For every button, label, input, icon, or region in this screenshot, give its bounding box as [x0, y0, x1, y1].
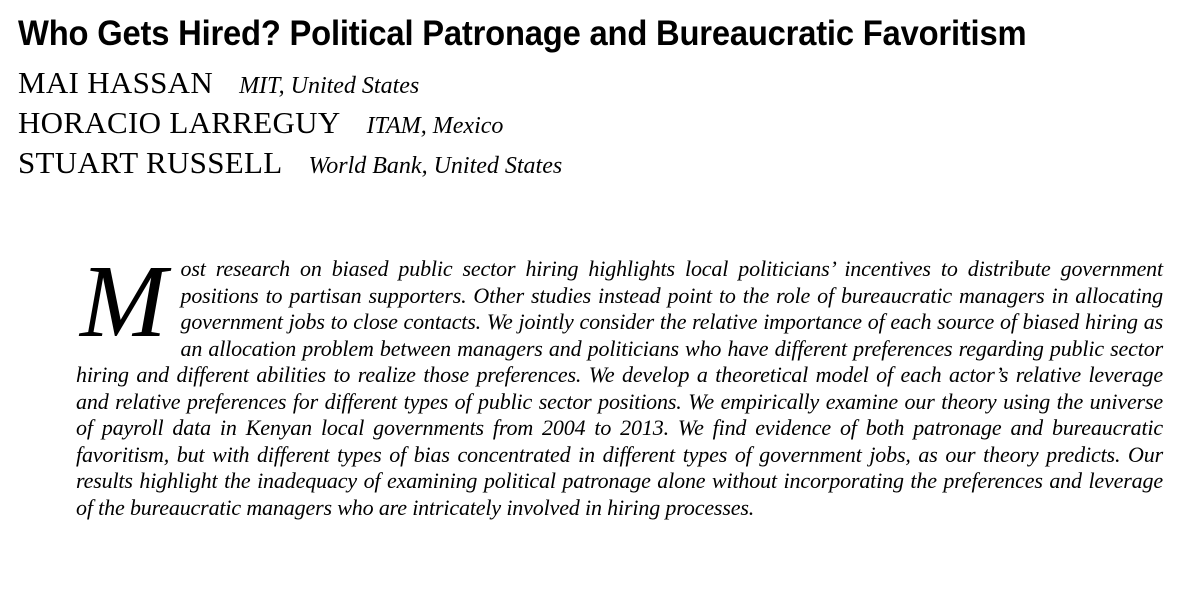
author-entry	[18, 63, 562, 103]
author-affiliation: MIT, United States	[239, 73, 420, 99]
author-entry	[18, 143, 562, 183]
author-affiliation: ITAM, Mexico	[366, 113, 504, 139]
author-name: HORACIO LARREGUY	[18, 105, 341, 140]
author-list	[18, 63, 562, 183]
abstract	[76, 244, 1163, 521]
author-entry	[18, 103, 562, 143]
paper-title: Who Gets Hired? Political Patronage and Bureaucratic Favoritism	[18, 14, 1027, 53]
abstract-text: ost research on biased public sector hiring highlights local politicians’ incentives to distribute government positions to partisan supporters. Other studies instead point to the role of bureaucratic managers in allocating government jobs to close contacts. We jointly consider the relative importance of each source of biased hiring as an allocation problem between managers and politicians who have different preferences regarding public sector hiring and different abilities to realize those preferences. We develop a theoretical model of each actor’s relative leverage and relative preferences for different types of public sector positions. We empirically examine our theory using the universe of payroll data in Kenyan local governments from 2004 to 2013. We find evidence of both patronage and bureaucratic favoritism, but with different types of bias concentrated in different types of government jobs, as our theory predicts. Our results highlight the inadequacy of examining political patronage alone without incorporating the preferences and leverage of the bureaucratic managers who are intricately involved in hiring processes.	[76, 256, 1163, 520]
abstract-dropcap: M	[80, 244, 167, 359]
author-affiliation: World Bank, United States	[308, 153, 563, 179]
author-name: STUART RUSSELL	[18, 145, 283, 180]
author-name: MAI HASSAN	[18, 65, 214, 100]
